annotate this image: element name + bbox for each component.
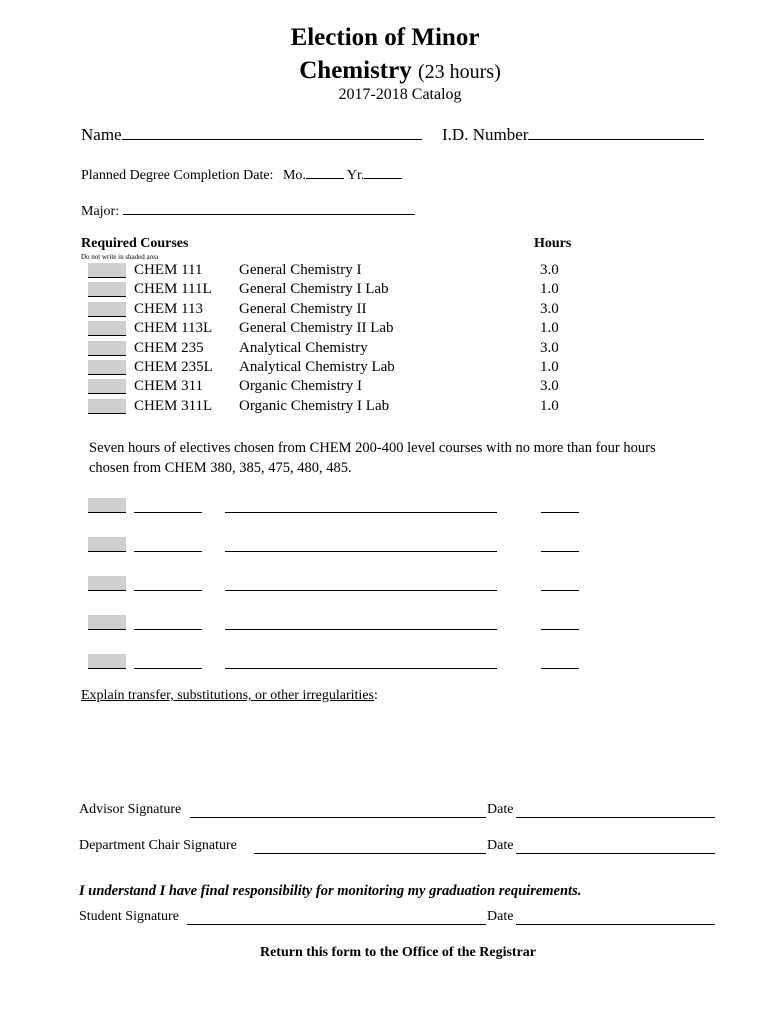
elective-title-line[interactable] [225, 629, 497, 630]
elective-hours-line[interactable] [541, 551, 579, 552]
minor-hours: (23 hours) [417, 61, 501, 83]
elective-title-line[interactable] [225, 668, 497, 669]
major-label: Major: [81, 204, 120, 219]
hours-heading: Hours [534, 236, 572, 251]
return-instruction: Return this form to the Office of the Registrar [259, 945, 537, 960]
explain-label: Explain transfer, substitutions, or other irregularities [81, 688, 374, 703]
student-signature-label: Student Signature [79, 909, 179, 924]
course-hours: 1.0 [540, 359, 559, 375]
course-title: General Chemistry II Lab [239, 320, 394, 336]
course-title: Organic Chemistry I [239, 378, 363, 394]
shaded-box [88, 360, 126, 375]
chair-signature-line[interactable] [254, 853, 486, 854]
shaded-box [88, 321, 126, 336]
chair-signature-field[interactable] [79, 838, 237, 854]
shaded-box [88, 399, 126, 414]
course-title: Analytical Chemistry Lab [239, 359, 395, 375]
student-date-line[interactable] [516, 924, 715, 925]
course-title: Organic Chemistry I Lab [239, 398, 390, 414]
chair-date-line[interactable] [516, 853, 715, 854]
shaded-box [88, 263, 126, 278]
year-line[interactable] [364, 164, 402, 179]
elective-hours-line[interactable] [541, 668, 579, 669]
minor-name: Chemistry [299, 57, 412, 84]
shaded-box [88, 282, 126, 297]
course-title: Analytical Chemistry [239, 340, 368, 356]
id-line[interactable] [528, 125, 704, 140]
elective-title-line[interactable] [225, 590, 497, 591]
shaded-box [88, 341, 126, 356]
responsibility-statement: I understand I have final responsibility for monitoring my graduation requirements. [79, 883, 582, 899]
advisor-signature-label: Advisor Signature [79, 802, 182, 817]
id-field[interactable] [442, 125, 704, 145]
course-code: CHEM 111L [134, 281, 212, 297]
explain-field[interactable] [81, 688, 378, 704]
advisor-date-line[interactable] [516, 817, 715, 818]
catalog-year: 2017-2018 Catalog [338, 86, 462, 103]
course-code: CHEM 311L [134, 398, 213, 414]
course-hours: 3.0 [540, 262, 559, 278]
elective-hours-line[interactable] [541, 629, 579, 630]
elective-course-line[interactable] [134, 512, 202, 513]
course-hours: 1.0 [540, 320, 559, 336]
id-label: I.D. Number [442, 125, 529, 144]
student-signature-field[interactable] [79, 909, 179, 925]
completion-label: Planned Degree Completion Date: [81, 168, 274, 183]
form-subtitle [0, 57, 770, 85]
student-signature-line[interactable] [187, 924, 486, 925]
advisor-signature-field[interactable] [79, 802, 181, 818]
year-label: Yr. [346, 168, 365, 183]
elective-course-line[interactable] [134, 629, 202, 630]
elective-hours-line[interactable] [541, 512, 579, 513]
elective-course-line[interactable] [134, 668, 202, 669]
course-code: CHEM 235L [134, 359, 213, 375]
course-hours: 3.0 [540, 301, 559, 317]
name-line[interactable] [122, 125, 422, 140]
elective-title-line[interactable] [225, 551, 497, 552]
course-title: General Chemistry II [239, 301, 367, 317]
shaded-note: Do not write in shaded area [81, 253, 159, 261]
major-line[interactable] [123, 200, 415, 215]
month-label: Mo. [282, 168, 306, 183]
shaded-box [88, 302, 126, 317]
course-code: CHEM 113L [134, 320, 213, 336]
completion-field[interactable] [81, 164, 402, 184]
chair-date-label: Date [487, 838, 514, 853]
course-hours: 3.0 [540, 378, 559, 394]
elective-shaded-box [88, 537, 126, 552]
advisor-date-label: Date [487, 802, 514, 817]
name-field[interactable] [81, 125, 422, 145]
course-hours: 1.0 [540, 281, 559, 297]
student-date-label: Date [487, 909, 514, 924]
elective-course-line[interactable] [134, 590, 202, 591]
elective-shaded-box [88, 615, 126, 630]
course-title: General Chemistry I Lab [239, 281, 389, 297]
shaded-box [88, 379, 126, 394]
form-title: Election of Minor [290, 24, 480, 51]
explain-colon: : [373, 688, 378, 703]
elective-shaded-box [88, 576, 126, 591]
major-field[interactable] [81, 200, 415, 220]
course-code: CHEM 311 [134, 378, 204, 394]
elective-hours-line[interactable] [541, 590, 579, 591]
elective-title-line[interactable] [225, 512, 497, 513]
name-label: Name [81, 125, 122, 144]
electives-text: Seven hours of electives chosen from CHEM 200-400 level courses with no more than four hours chosen from CHEM 380, 385, 475, 480, 485. [89, 440, 656, 476]
course-code: CHEM 111 [134, 262, 203, 278]
chair-signature-label: Department Chair Signature [79, 838, 237, 853]
advisor-signature-line[interactable] [190, 817, 486, 818]
required-heading: Required Courses [81, 236, 189, 251]
course-hours: 1.0 [540, 398, 559, 414]
course-code: CHEM 113 [134, 301, 204, 317]
course-hours: 3.0 [540, 340, 559, 356]
elective-course-line[interactable] [134, 551, 202, 552]
month-line[interactable] [306, 164, 344, 179]
course-title: General Chemistry I [239, 262, 362, 278]
course-code: CHEM 235 [134, 340, 204, 356]
elective-shaded-box [88, 654, 126, 669]
elective-shaded-box [88, 498, 126, 513]
